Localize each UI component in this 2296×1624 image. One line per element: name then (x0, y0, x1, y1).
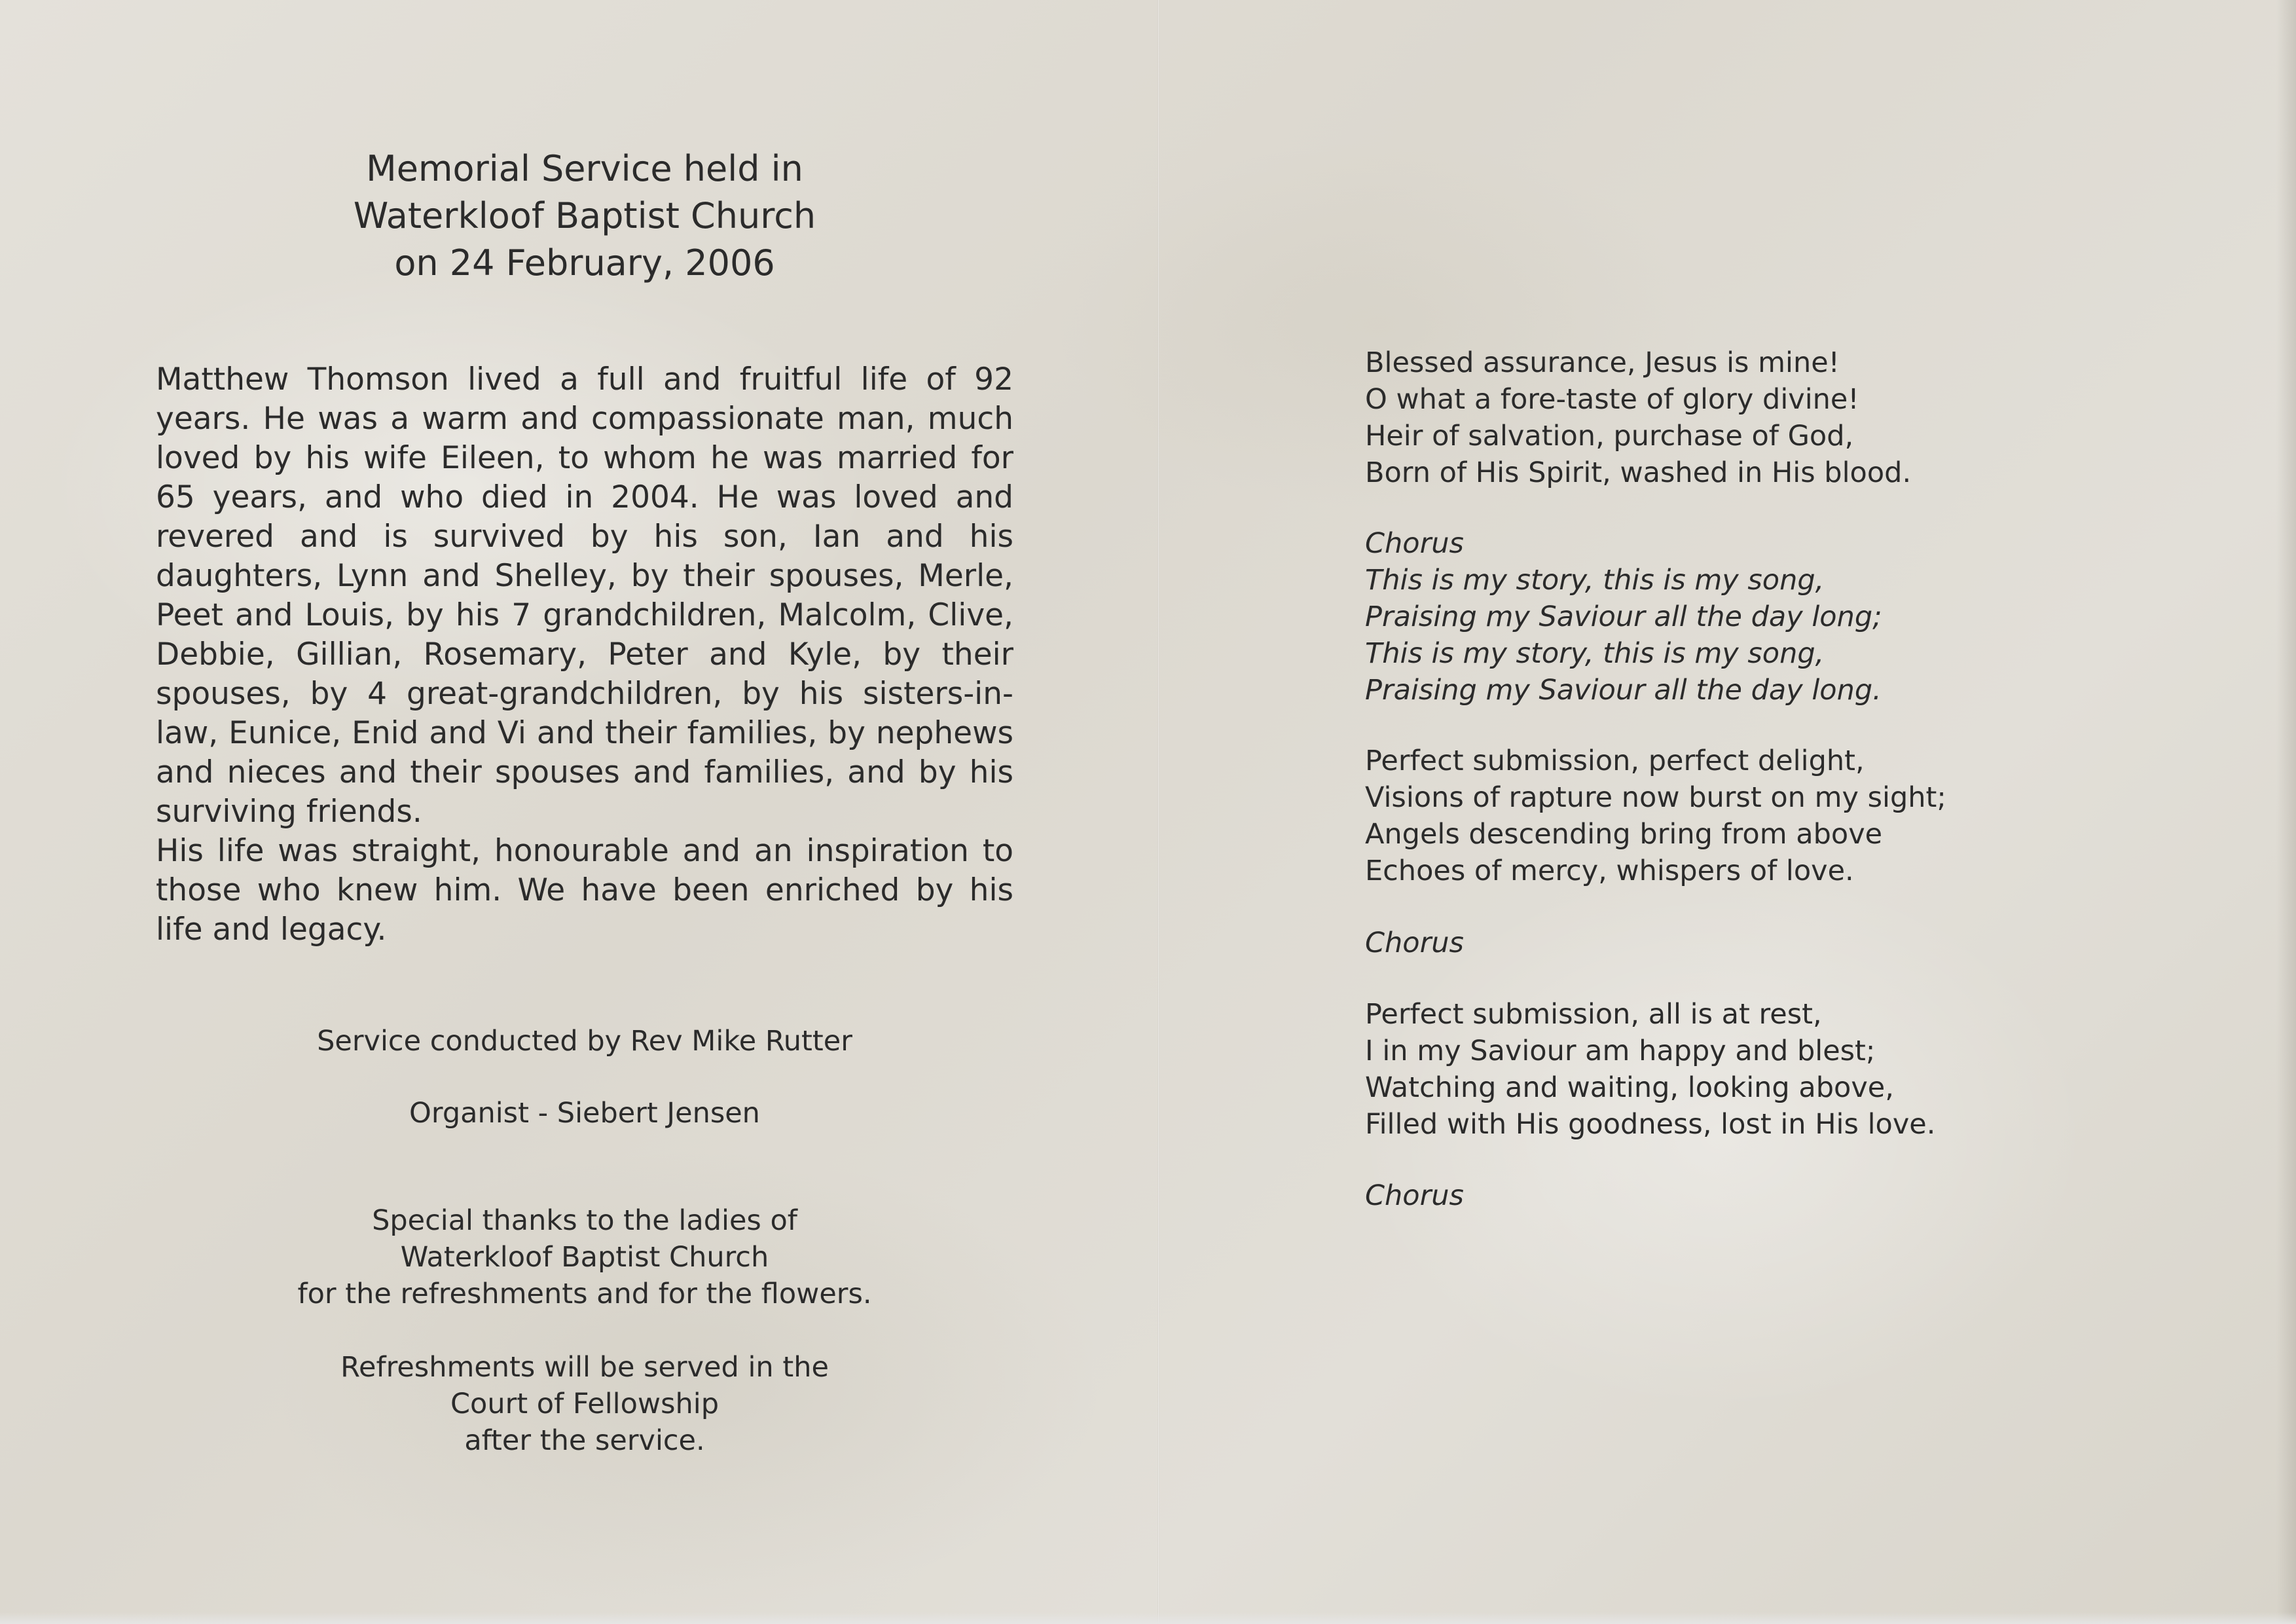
chorus-label: Chorus (1365, 927, 1464, 959)
thanks-line: Special thanks to the ladies of (372, 1204, 797, 1237)
verse-line: I in my Saviour am happy and blest; (1365, 1035, 1876, 1067)
verse-line: Perfect submission, perfect delight, (1365, 745, 1865, 777)
refreshments-line: after the service. (464, 1424, 705, 1457)
hymn-verse-2 (1365, 743, 1946, 889)
verse-line: Blessed assurance, Jesus is mine! (1365, 346, 1840, 379)
thanks-line: Waterkloof Baptist Church (400, 1241, 769, 1274)
chorus-line: This is my story, this is my song, (1365, 637, 1825, 670)
refreshments-line: Refreshments will be served in the (340, 1351, 829, 1384)
obituary-paragraph: Matthew Thomson lived a full and fruitful life of 92 years. He was a warm and compassionate man, much loved by his wife Eileen, to whom he was married for 65 years, and who died in 2004. He was loved and revered and is survived by his son, Ian and his daughters, Lynn and Shelley, by their spouses, Merle, Peet and Louis, by his 7 grandchildren, Malcolm, Clive, Debbie, Gillian, Rosemary, Peter and Kyle, by their spouses, by 4 great-grandchildren, by his sisters-in-law, Eunice, Enid and Vi and their families, by nephews and nieces and their spouses and families, and by his surviving friends. (156, 361, 1013, 830)
verse-line: Angels descending bring from above (1365, 818, 1883, 851)
title-line: Memorial Service held in (366, 148, 803, 189)
verse-line: Heir of salvation, purchase of God, (1365, 420, 1854, 452)
thanks-line: for the refreshments and for the flowers. (297, 1278, 872, 1310)
verse-line: Perfect submission, all is at rest, (1365, 998, 1822, 1031)
service-title (156, 145, 1013, 287)
chorus-line: Praising my Saviour all the day long. (1365, 674, 1882, 707)
refreshments-notice (156, 1349, 1013, 1459)
verse-line: Born of His Spirit, washed in His blood. (1365, 456, 1912, 489)
title-line: Waterkloof Baptist Church (353, 195, 816, 236)
paper-edge-shadow (2276, 0, 2296, 1624)
verse-line: Echoes of mercy, whispers of love. (1365, 855, 1854, 887)
centre-fold (1157, 0, 1159, 1624)
organist: Organist - Siebert Jensen (409, 1097, 760, 1130)
chorus-line: Praising my Saviour all the day long; (1365, 600, 1882, 633)
verse-line: Filled with His goodness, lost in His love. (1365, 1108, 1936, 1141)
chorus-label: Chorus (1365, 527, 1464, 560)
title-line: on 24 February, 2006 (394, 242, 775, 284)
verse-line: O what a fore-taste of glory divine! (1365, 383, 1859, 416)
refreshments-line: Court of Fellowship (450, 1388, 719, 1420)
verse-line: Visions of rapture now burst on my sight; (1365, 781, 1946, 814)
tribute-paragraph: His life was straight, honourable and an inspiration to those who knew him. We have been enriched by his life and legacy. (156, 833, 1013, 948)
chorus-label: Chorus (1365, 1179, 1464, 1212)
paper-bottom-edge (0, 1612, 2296, 1624)
chorus-line: This is my story, this is my song, (1365, 564, 1825, 597)
verse-line: Watching and waiting, looking above, (1365, 1071, 1894, 1104)
conducted-by: Service conducted by Rev Mike Rutter (317, 1025, 852, 1058)
special-thanks (156, 1202, 1013, 1312)
hymn-verse-3 (1365, 996, 1935, 1143)
hymn-verse-1 (1365, 344, 1911, 491)
hymn-chorus (1365, 562, 1882, 709)
